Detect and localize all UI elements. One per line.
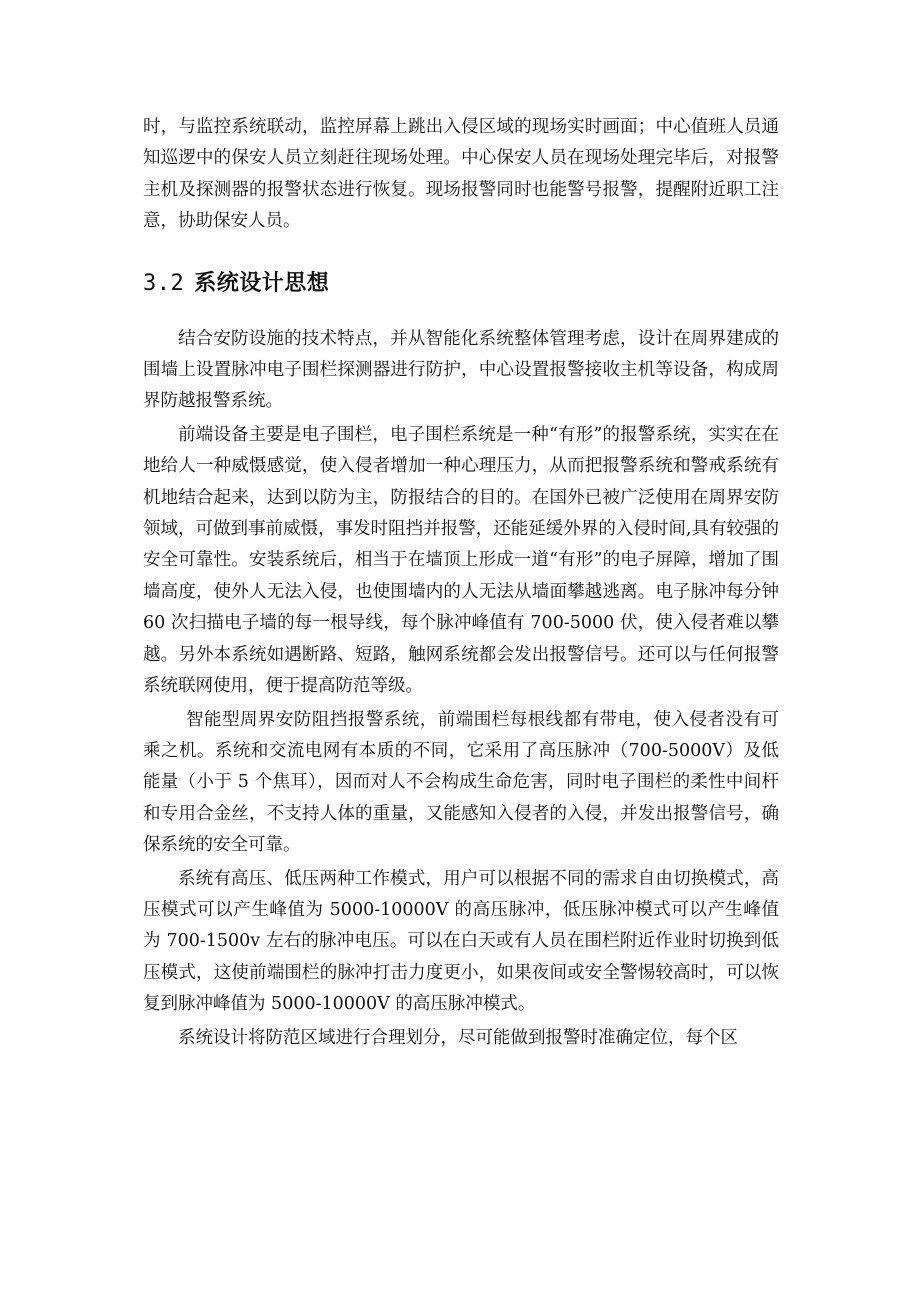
section-number: 3.2 [143, 270, 185, 296]
paragraph-continuation: 时，与监控系统联动，监控屏幕上跳出入侵区域的现场实时画面；中心值班人员通知巡逻中的保安人员立刻赶往现场处理。中心保安人员在现场处理完毕后，对报警主机及探测器的报警状态进行恢复。现场报警同时也能警号报警，提醒附近职工注意，协助保安人员。 [143, 117, 779, 232]
section-heading [143, 266, 779, 302]
paragraph-working-modes: 系统有高压、低压两种工作模式，用户可以根据不同的需求自由切换模式，高压模式可以产生峰值为 5000-10000V 的高压脉冲，低压脉冲模式可以产生峰值为 700-1500v 左右的脉冲电压。可以在白天或有人员在围栏附近作业时切换到低压模式，这使前端围栏的脉冲打击力度更小，如果夜间或安全警惕较高时，可以恢复到脉冲峰值为 5000-10000V 的高压脉冲模式。 [143, 868, 779, 1015]
paragraph-design-overview: 结合安防设施的技术特点，并从智能化系统整体管理考虑，设计在周界建成的围墙上设置脉冲电子围栏探测器进行防护，中心设置报警接收主机等设备，构成周界防越报警系统。 [143, 328, 779, 412]
document-body [143, 112, 779, 1054]
section-title: 系统设计思想 [194, 270, 330, 296]
paragraph-intelligent-system: 智能型周界安防阻挡报警系统，前端围栏每根线都有带电，使入侵者没有可乘之机。系统和交流电网有本质的不同，它采用了高压脉冲（700-5000V）及低能量（小于 5 个焦耳），因而对人不会构成生命危害，同时电子围栏的柔性中间杆和专用合金丝，不支持人体的重量，又能感知入侵者的入侵，并发出报警信号，确保系统的安全可靠。 [143, 709, 779, 856]
paragraph-front-end-equipment: 前端设备主要是电子围栏，电子围栏系统是一种“有形”的报警系统，实实在在地给人一种威慑感觉，使入侵者增加一种心理压力，从而把报警系统和警戒系统有机地结合起来，达到以防为主，防报结合的目的。在国外已被广泛使用在周界安防领域，可做到事前威慑，事发时阻挡并报警，还能延缓外界的入侵时间,具有较强的安全可靠性。安装系统后，相当于在墙顶上形成一道“有形”的电子屏障，增加了围墙高度，使外人无法入侵，也使围墙内的人无法从墙面攀越逃离。电子脉冲每分钟 60 次扫描电子墙的每一根导线，每个脉冲峰值有 700-5000 伏，使入侵者难以攀越。另外本系统如遇断路、短路，触网系统都会发出报警信号。还可以与任何报警系统联网使用，便于提高防范等级。 [143, 424, 779, 697]
paragraph-zone-division: 系统设计将防范区域进行合理划分，尽可能做到报警时准确定位，每个区 [178, 1027, 738, 1048]
